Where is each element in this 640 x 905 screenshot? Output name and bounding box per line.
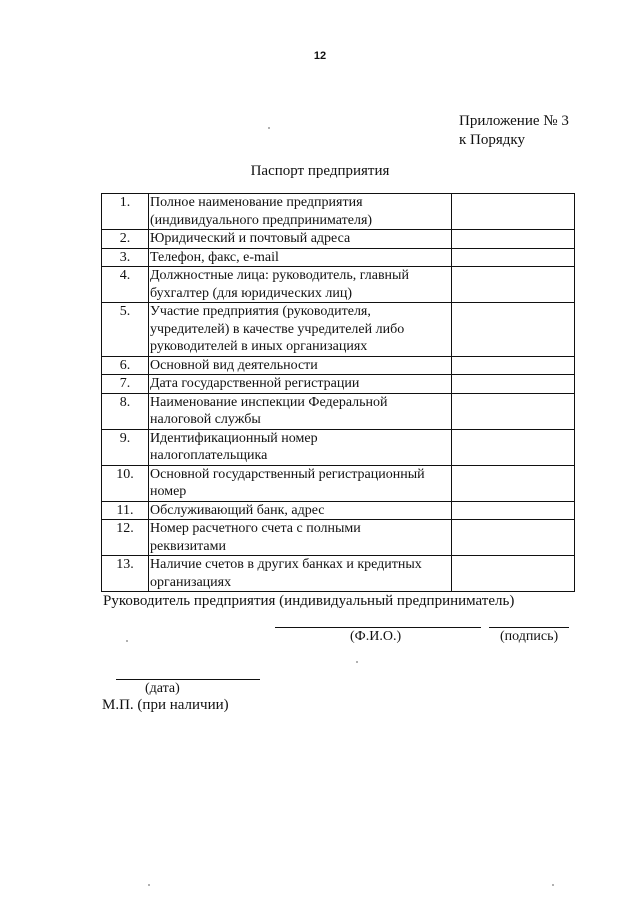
row-value-cell[interactable] [452,556,575,592]
row-number: 1. [102,194,149,230]
row-number: 7. [102,375,149,394]
document-title-text: Паспорт предприятия [250,163,390,179]
passport-table [101,193,575,592]
row-value-cell[interactable] [452,501,575,520]
page-number: 12 [313,50,327,62]
row-label-line: Наличие счетов в других банках и кредитных [150,557,422,572]
table-row [102,356,575,375]
row-value-cell[interactable] [452,356,575,375]
row-number: 5. [102,303,149,357]
row-number: 3. [102,248,149,267]
row-value-cell[interactable] [452,520,575,556]
fio-line [275,627,481,628]
scan-speck [268,127,270,129]
row-label-line: Участие предприятия (руководителя, [150,304,371,319]
row-label [149,194,452,230]
row-label-line: Обслуживающий банк, адрес [150,502,325,518]
row-value-cell[interactable] [452,375,575,394]
row-number: 11. [102,501,149,520]
row-label [149,393,452,429]
row-value-cell[interactable] [452,194,575,230]
table-row [102,429,575,465]
row-value-cell[interactable] [452,429,575,465]
scan-speck [356,661,358,663]
row-label-line: (индивидуального предпринимателя) [150,212,373,228]
row-label [149,520,452,556]
scan-speck [148,884,150,886]
appendix-line-2: к Порядку [459,132,525,148]
table-row [102,393,575,429]
row-label [149,429,452,465]
row-label [149,556,452,592]
row-label-line: номер [150,484,187,499]
row-value-cell[interactable] [452,393,575,429]
row-value-cell[interactable] [452,248,575,267]
row-label [149,501,452,520]
table-row [102,465,575,501]
row-label [149,267,452,303]
row-label-line: Телефон, факс, e-mail [150,249,279,265]
date-line [116,679,260,680]
row-label [149,248,452,267]
table-row [102,375,575,394]
row-number: 4. [102,267,149,303]
table-row [102,230,575,249]
row-label-line: организациях [150,574,232,590]
row-label-line: Основной государственный регистрационный [150,466,425,482]
row-number: 13. [102,556,149,592]
stamp-caption: М.П. (при наличии) [102,697,229,713]
row-number: 6. [102,356,149,375]
row-label [149,230,452,249]
row-value-cell[interactable] [452,303,575,357]
row-value-cell[interactable] [452,465,575,501]
row-label-line: налогоплательщика [150,448,268,463]
fio-caption: (Ф.И.О.) [350,629,402,644]
signature-line [489,627,569,628]
row-label-line: Основной вид деятельности [150,357,318,373]
scan-speck [126,640,128,642]
row-number: 12. [102,520,149,556]
row-label-line: налоговой службы [150,412,261,427]
row-label-line: бухгалтер (для юридических лиц) [150,285,353,301]
signature-caption: (подпись) [500,629,559,644]
row-label-line: Полное наименование предприятия [150,195,363,210]
row-label-line: Должностные лица: руководитель, главный [150,268,409,283]
row-label-line: Дата государственной регистрации [150,376,360,391]
row-label [149,356,452,375]
row-label-line: Номер расчетного счета с полными [150,521,361,536]
row-label [149,465,452,501]
row-number: 2. [102,230,149,249]
appendix-reference [459,112,569,150]
row-label-line: руководителей в иных организациях [150,339,368,354]
table-row [102,520,575,556]
appendix-line-1: Приложение № 3 [459,113,569,129]
row-value-cell[interactable] [452,230,575,249]
table-row [102,248,575,267]
row-label-line: Юридический и почтовый адреса [150,231,351,246]
signature-head: Руководитель предприятия (индивидуальный предприниматель) [103,593,515,609]
table-row [102,501,575,520]
row-label [149,303,452,357]
table-row [102,267,575,303]
row-number: 10. [102,465,149,501]
row-number: 9. [102,429,149,465]
row-value-cell[interactable] [452,267,575,303]
document-title [0,163,640,180]
row-label-line: Наименование инспекции Федеральной [150,394,388,410]
row-label-line: Идентификационный номер [150,430,318,446]
table-row [102,194,575,230]
row-label [149,375,452,394]
table-row [102,556,575,592]
row-number: 8. [102,393,149,429]
row-label-line: реквизитами [150,538,226,554]
date-caption: (дата) [145,681,180,696]
row-label-line: учредителей) в качестве учредителей либо [150,321,405,337]
scan-speck [552,884,554,886]
table-row [102,303,575,357]
